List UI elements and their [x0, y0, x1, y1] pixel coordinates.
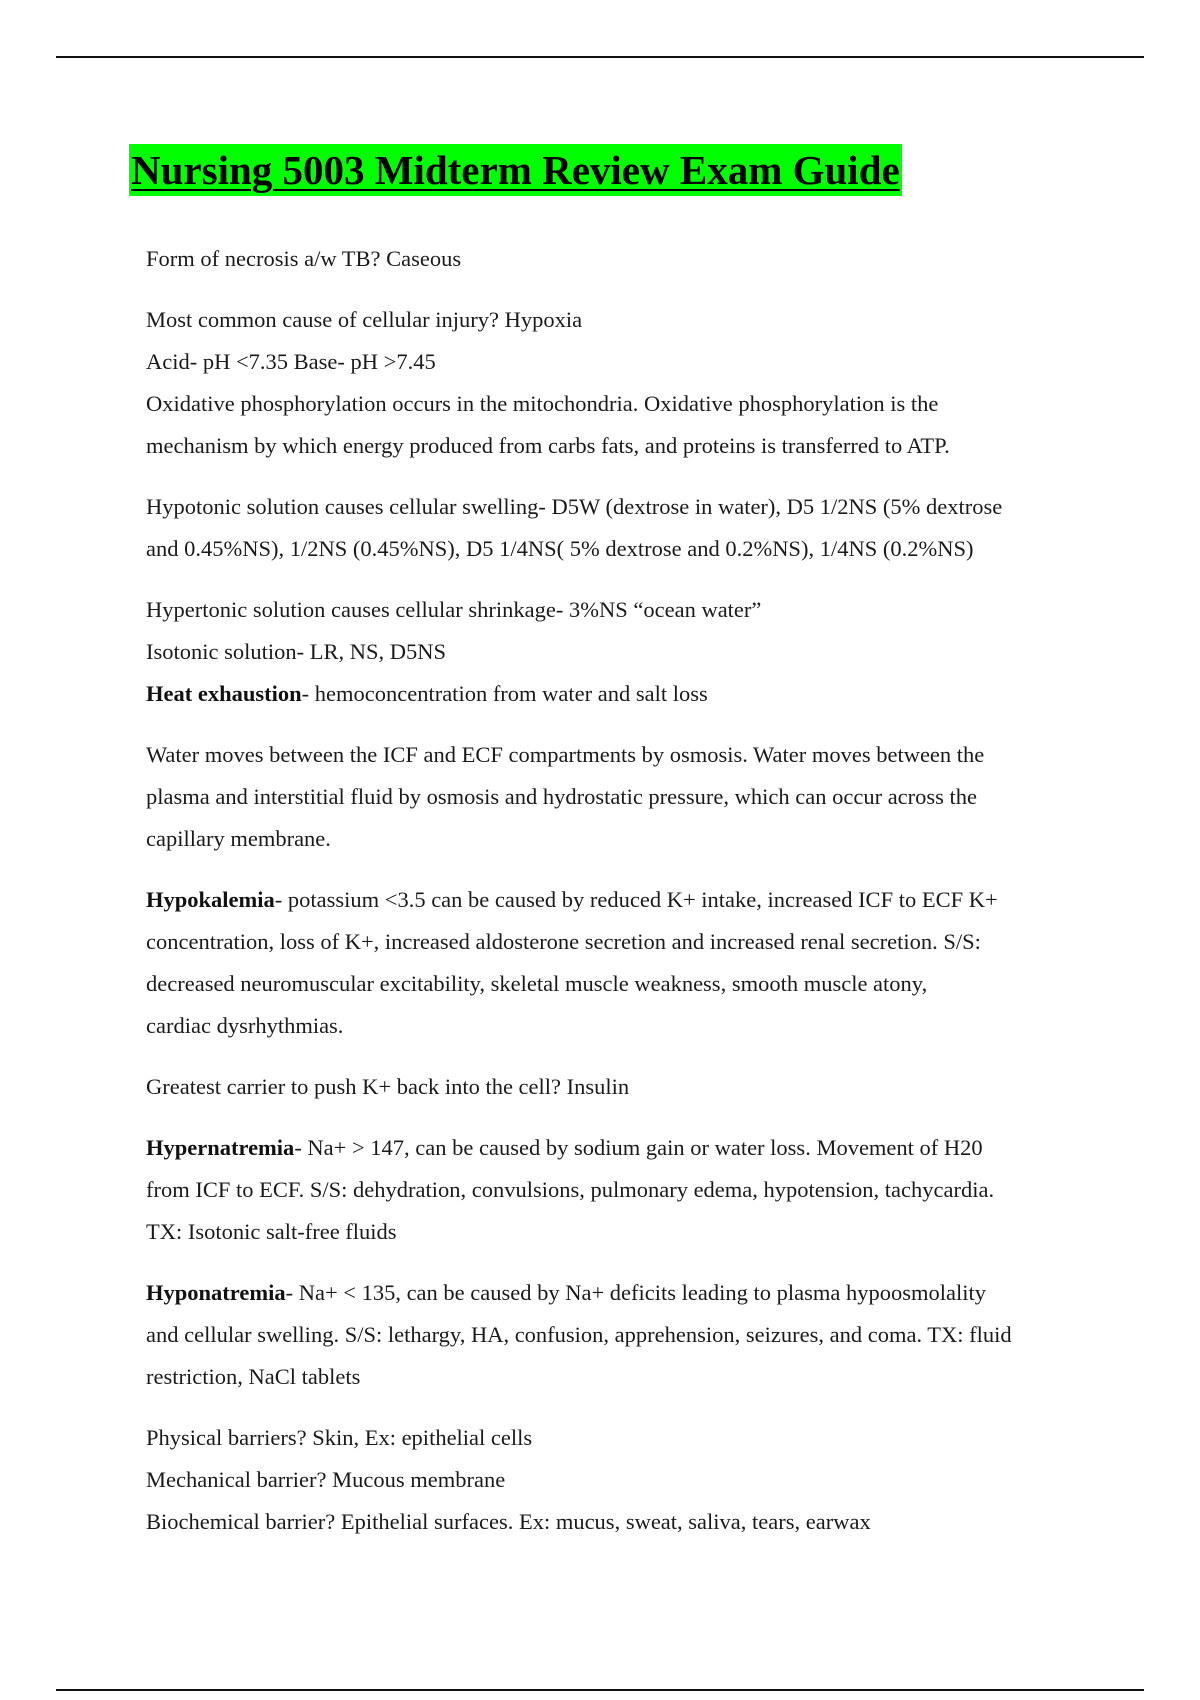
line-water-3: capillary membrane. [146, 826, 331, 851]
line-necrosis: Form of necrosis a/w TB? Caseous [146, 246, 462, 271]
line-hypokalemia-4: cardiac dysrhythmias. [146, 1013, 344, 1038]
line-hypokalemia-3: decreased neuromuscular excitability, skeletal muscle weakness, smooth muscle atony, [146, 971, 928, 996]
line-hypertonic: Hypertonic solution causes cellular shrinkage- 3%NS “ocean water” [146, 597, 762, 622]
line-hypokalemia-1: Hypokalemia- potassium <3.5 can be caused by reduced K+ intake, increased ICF to ECF K+ [146, 887, 998, 912]
term-hypokalemia: Hypokalemia [146, 887, 275, 912]
line-biochemical-barrier: Biochemical barrier? Epithelial surfaces. Ex: mucus, sweat, saliva, tears, earwax [146, 1509, 871, 1534]
line-isotonic: Isotonic solution- LR, NS, D5NS [146, 639, 447, 664]
term-hypernatremia: Hypernatremia [146, 1135, 295, 1160]
line-hypotonic-2: and 0.45%NS), 1/2NS (0.45%NS), D5 1/4NS( 5% dextrose and 0.2%NS), 1/4NS (0.2%NS) [146, 536, 974, 561]
line-physical-barriers: Physical barriers? Skin, Ex: epithelial cells [146, 1425, 533, 1450]
line-cellular-injury: Most common cause of cellular injury? Hypoxia [146, 307, 583, 332]
footer-rule [56, 1689, 1144, 1691]
line-oxidative-1: Oxidative phosphorylation occurs in the mitochondria. Oxidative phosphorylation is the [146, 391, 939, 416]
line-water-1: Water moves between the ICF and ECF compartments by osmosis. Water moves between the [146, 742, 985, 767]
term-hyponatremia: Hyponatremia [146, 1280, 286, 1305]
line-hyponatremia-1: Hyponatremia- Na+ < 135, can be caused by Na+ deficits leading to plasma hypoosmolality [146, 1280, 986, 1305]
line-hyponatremia-2: and cellular swelling. S/S: lethargy, HA, confusion, apprehension, seizures, and coma. TX: fluid [146, 1322, 1012, 1347]
line-mechanical-barrier: Mechanical barrier? Mucous membrane [146, 1467, 506, 1492]
line-hyponatremia-3: restriction, NaCl tablets [146, 1364, 361, 1389]
line-heat-exhaustion: Heat exhaustion- hemoconcentration from water and salt loss [146, 681, 708, 706]
line-hypokalemia-2: concentration, loss of K+, increased aldosterone secretion and increased renal secretion. S/S: [146, 929, 981, 954]
line-acid-base: Acid- pH <7.35 Base- pH >7.45 [146, 349, 436, 374]
document-title: Nursing 5003 Midterm Review Exam Guide [129, 144, 902, 196]
line-insulin: Greatest carrier to push K+ back into the cell? Insulin [146, 1074, 630, 1099]
term-heat-exhaustion: Heat exhaustion [146, 681, 302, 706]
line-hypernatremia-2: from ICF to ECF. S/S: dehydration, convulsions, pulmonary edema, hypotension, tachycardia. [146, 1177, 995, 1202]
title-block [129, 144, 902, 196]
line-hypotonic-1: Hypotonic solution causes cellular swelling- D5W (dextrose in water), D5 1/2NS (5% dextrose [146, 494, 1003, 519]
line-oxidative-2: mechanism by which energy produced from carbs fats, and proteins is transferred to ATP. [146, 433, 950, 458]
line-water-2: plasma and interstitial fluid by osmosis and hydrostatic pressure, which can occur across the [146, 784, 978, 809]
line-hypernatremia-1: Hypernatremia- Na+ > 147, can be caused by sodium gain or water loss. Movement of H20 [146, 1135, 983, 1160]
document-body [146, 238, 1106, 1543]
line-hypernatremia-3: TX: Isotonic salt-free fluids [146, 1219, 397, 1244]
header-rule [56, 56, 1144, 58]
